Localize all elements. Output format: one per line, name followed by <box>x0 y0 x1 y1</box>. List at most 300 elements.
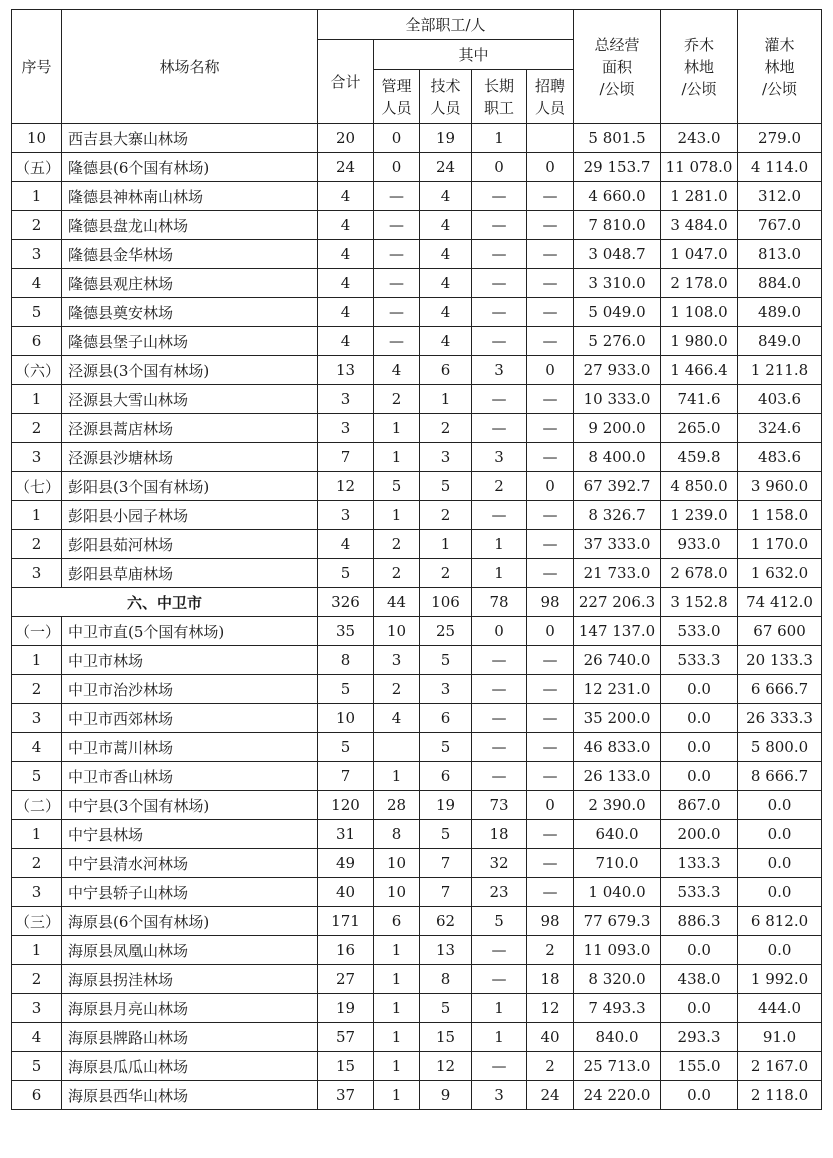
header-arbor <box>661 10 738 124</box>
cell-seq: 4 <box>12 1023 62 1052</box>
cell-mgmt: 6 <box>374 907 420 936</box>
cell-area: 8 326.7 <box>574 501 661 530</box>
cell-total: 5 <box>318 733 374 762</box>
cell-shrub: 1 170.0 <box>738 530 822 559</box>
cell-seq: 5 <box>12 762 62 791</box>
cell-tech: 5 <box>420 994 472 1023</box>
cell-mgmt: 1 <box>374 1052 420 1081</box>
cell-hired: — <box>527 443 574 472</box>
cell-longterm: 5 <box>472 907 527 936</box>
cell-area: 10 333.0 <box>574 385 661 414</box>
cell-mgmt: 1 <box>374 994 420 1023</box>
cell-longterm: — <box>472 965 527 994</box>
cell-longterm: — <box>472 269 527 298</box>
cell-seq: （一） <box>12 617 62 646</box>
cell-seq: 2 <box>12 965 62 994</box>
cell-shrub: 1 992.0 <box>738 965 822 994</box>
header-area-line3: /公顷 <box>599 79 635 98</box>
cell-tech: 6 <box>420 704 472 733</box>
header-seq: 序号 <box>12 10 62 124</box>
forest-farm-table <box>11 9 822 1110</box>
cell-tech: 106 <box>420 588 472 617</box>
cell-tech: 15 <box>420 1023 472 1052</box>
cell-mgmt <box>374 733 420 762</box>
cell-shrub: 279.0 <box>738 124 822 153</box>
cell-name: 西吉县大寨山林场 <box>62 124 318 153</box>
cell-shrub: 483.6 <box>738 443 822 472</box>
cell-hired: — <box>527 501 574 530</box>
cell-name: 隆德县观庄林场 <box>62 269 318 298</box>
cell-mgmt: 2 <box>374 385 420 414</box>
cell-shrub: 1 158.0 <box>738 501 822 530</box>
cell-name: 中卫市蒿川林场 <box>62 733 318 762</box>
table-row <box>12 1052 822 1081</box>
cell-mgmt: 1 <box>374 1023 420 1052</box>
cell-hired: 40 <box>527 1023 574 1052</box>
cell-tech: 13 <box>420 936 472 965</box>
cell-total: 5 <box>318 559 374 588</box>
cell-hired: 0 <box>527 472 574 501</box>
cell-hired: — <box>527 327 574 356</box>
cell-tech: 2 <box>420 501 472 530</box>
table-row <box>12 182 822 211</box>
cell-arbor: 0.0 <box>661 675 738 704</box>
cell-shrub: 6 666.7 <box>738 675 822 704</box>
cell-arbor: 0.0 <box>661 994 738 1023</box>
cell-arbor: 741.6 <box>661 385 738 414</box>
cell-total: 326 <box>318 588 374 617</box>
cell-mgmt: 4 <box>374 704 420 733</box>
cell-area: 11 093.0 <box>574 936 661 965</box>
cell-name: 隆德县神林南山林场 <box>62 182 318 211</box>
cell-area: 26 740.0 <box>574 646 661 675</box>
cell-area: 840.0 <box>574 1023 661 1052</box>
cell-hired: 98 <box>527 588 574 617</box>
cell-tech: 5 <box>420 472 472 501</box>
cell-mgmt: 1 <box>374 965 420 994</box>
cell-hired: 0 <box>527 791 574 820</box>
cell-arbor: 1 047.0 <box>661 240 738 269</box>
cell-longterm: — <box>472 675 527 704</box>
cell-shrub: 813.0 <box>738 240 822 269</box>
header-total: 合计 <box>318 40 374 124</box>
cell-name: 海原县拐洼林场 <box>62 965 318 994</box>
cell-seq: 2 <box>12 211 62 240</box>
header-among: 其中 <box>374 40 574 70</box>
cell-tech: 25 <box>420 617 472 646</box>
cell-longterm: — <box>472 1052 527 1081</box>
cell-tech: 2 <box>420 414 472 443</box>
cell-area: 2 390.0 <box>574 791 661 820</box>
cell-total: 15 <box>318 1052 374 1081</box>
cell-shrub: 403.6 <box>738 385 822 414</box>
cell-area: 1 040.0 <box>574 878 661 907</box>
cell-seq: （三） <box>12 907 62 936</box>
header-shrub <box>738 10 822 124</box>
cell-longterm: — <box>472 182 527 211</box>
cell-mgmt: 10 <box>374 849 420 878</box>
header-tech <box>420 70 472 124</box>
table-row <box>12 733 822 762</box>
group-row <box>12 617 822 646</box>
cell-shrub: 0.0 <box>738 820 822 849</box>
cell-seq: 2 <box>12 530 62 559</box>
cell-tech: 62 <box>420 907 472 936</box>
table-row <box>12 994 822 1023</box>
cell-arbor: 0.0 <box>661 762 738 791</box>
cell-mgmt: 8 <box>374 820 420 849</box>
group-row <box>12 153 822 182</box>
cell-name: 海原县牌路山林场 <box>62 1023 318 1052</box>
cell-tech: 1 <box>420 385 472 414</box>
cell-name: 彭阳县茹河林场 <box>62 530 318 559</box>
cell-total: 3 <box>318 414 374 443</box>
cell-area: 46 833.0 <box>574 733 661 762</box>
group-row <box>12 472 822 501</box>
cell-arbor: 133.3 <box>661 849 738 878</box>
cell-name: 泾源县蒿店林场 <box>62 414 318 443</box>
table-row <box>12 124 822 153</box>
cell-hired: — <box>527 298 574 327</box>
cell-name: 泾源县(3个国有林场) <box>62 356 318 385</box>
cell-arbor: 886.3 <box>661 907 738 936</box>
cell-name: 隆德县奠安林场 <box>62 298 318 327</box>
cell-mgmt: 1 <box>374 414 420 443</box>
cell-tech: 4 <box>420 211 472 240</box>
cell-area: 8 400.0 <box>574 443 661 472</box>
cell-tech: 9 <box>420 1081 472 1110</box>
table-row <box>12 211 822 240</box>
cell-shrub: 849.0 <box>738 327 822 356</box>
cell-shrub: 2 118.0 <box>738 1081 822 1110</box>
cell-area: 5 276.0 <box>574 327 661 356</box>
table-row <box>12 501 822 530</box>
cell-hired: 18 <box>527 965 574 994</box>
cell-mgmt: 10 <box>374 878 420 907</box>
cell-shrub: 324.6 <box>738 414 822 443</box>
cell-hired: — <box>527 820 574 849</box>
cell-hired: — <box>527 704 574 733</box>
cell-name: 隆德县金华林场 <box>62 240 318 269</box>
cell-name: 中卫市香山林场 <box>62 762 318 791</box>
cell-arbor: 11 078.0 <box>661 153 738 182</box>
cell-total: 7 <box>318 443 374 472</box>
cell-seq: 3 <box>12 704 62 733</box>
cell-shrub: 20 133.3 <box>738 646 822 675</box>
cell-arbor: 533.3 <box>661 646 738 675</box>
header-staff-group: 全部职工/人 <box>318 10 574 40</box>
cell-seq: （六） <box>12 356 62 385</box>
cell-total: 37 <box>318 1081 374 1110</box>
cell-hired: — <box>527 849 574 878</box>
cell-name: 六、中卫市 <box>12 588 318 617</box>
cell-seq: 6 <box>12 1081 62 1110</box>
cell-name: 中宁县林场 <box>62 820 318 849</box>
cell-hired: — <box>527 182 574 211</box>
cell-area: 12 231.0 <box>574 675 661 704</box>
cell-arbor: 265.0 <box>661 414 738 443</box>
cell-longterm: — <box>472 936 527 965</box>
cell-shrub: 0.0 <box>738 878 822 907</box>
cell-hired: 0 <box>527 153 574 182</box>
cell-seq: 2 <box>12 414 62 443</box>
cell-longterm: — <box>472 298 527 327</box>
cell-seq: 10 <box>12 124 62 153</box>
table-row <box>12 965 822 994</box>
cell-area: 21 733.0 <box>574 559 661 588</box>
cell-total: 7 <box>318 762 374 791</box>
header-arbor-line3: /公顷 <box>681 79 717 98</box>
cell-tech: 4 <box>420 327 472 356</box>
cell-tech: 4 <box>420 298 472 327</box>
cell-shrub: 8 666.7 <box>738 762 822 791</box>
cell-seq: 3 <box>12 994 62 1023</box>
cell-longterm: — <box>472 733 527 762</box>
cell-area: 9 200.0 <box>574 414 661 443</box>
cell-mgmt: 44 <box>374 588 420 617</box>
cell-longterm: — <box>472 646 527 675</box>
table-row <box>12 820 822 849</box>
cell-seq: 2 <box>12 849 62 878</box>
cell-area: 147 137.0 <box>574 617 661 646</box>
cell-tech: 6 <box>420 762 472 791</box>
cell-seq: 5 <box>12 1052 62 1081</box>
cell-total: 171 <box>318 907 374 936</box>
header-mgmt-line1: 管理 <box>381 76 412 95</box>
cell-mgmt: — <box>374 269 420 298</box>
cell-area: 4 660.0 <box>574 182 661 211</box>
cell-area: 640.0 <box>574 820 661 849</box>
cell-arbor: 1 108.0 <box>661 298 738 327</box>
cell-area: 7 810.0 <box>574 211 661 240</box>
cell-area: 5 049.0 <box>574 298 661 327</box>
cell-hired: — <box>527 530 574 559</box>
cell-mgmt: 2 <box>374 675 420 704</box>
cell-total: 12 <box>318 472 374 501</box>
table-row <box>12 443 822 472</box>
cell-total: 120 <box>318 791 374 820</box>
table-row <box>12 298 822 327</box>
cell-longterm: 3 <box>472 1081 527 1110</box>
cell-tech: 24 <box>420 153 472 182</box>
cell-hired: — <box>527 675 574 704</box>
cell-mgmt: 2 <box>374 530 420 559</box>
cell-total: 16 <box>318 936 374 965</box>
cell-name: 海原县西华山林场 <box>62 1081 318 1110</box>
cell-mgmt: — <box>374 211 420 240</box>
cell-seq: 1 <box>12 646 62 675</box>
cell-total: 3 <box>318 385 374 414</box>
cell-shrub: 67 600 <box>738 617 822 646</box>
table-row <box>12 327 822 356</box>
header-shrub-line3: /公顷 <box>762 79 798 98</box>
cell-total: 27 <box>318 965 374 994</box>
header-arbor-line1: 乔木 <box>684 35 715 54</box>
cell-hired: — <box>527 211 574 240</box>
cell-longterm: — <box>472 240 527 269</box>
city-row <box>12 588 822 617</box>
cell-total: 4 <box>318 530 374 559</box>
header-arbor-line2: 林地 <box>684 57 715 76</box>
cell-tech: 5 <box>420 646 472 675</box>
cell-arbor: 2 178.0 <box>661 269 738 298</box>
cell-total: 4 <box>318 211 374 240</box>
cell-shrub: 5 800.0 <box>738 733 822 762</box>
header-longterm-line1: 长期 <box>483 76 514 95</box>
cell-arbor: 0.0 <box>661 936 738 965</box>
cell-seq: 3 <box>12 559 62 588</box>
header-mgmt <box>374 70 420 124</box>
cell-hired: 12 <box>527 994 574 1023</box>
cell-arbor: 2 678.0 <box>661 559 738 588</box>
cell-shrub: 0.0 <box>738 936 822 965</box>
cell-area: 25 713.0 <box>574 1052 661 1081</box>
cell-name: 中宁县轿子山林场 <box>62 878 318 907</box>
cell-total: 10 <box>318 704 374 733</box>
cell-total: 24 <box>318 153 374 182</box>
cell-total: 4 <box>318 327 374 356</box>
cell-tech: 6 <box>420 356 472 385</box>
cell-hired: — <box>527 646 574 675</box>
cell-area: 67 392.7 <box>574 472 661 501</box>
header-shrub-line2: 林地 <box>764 57 795 76</box>
cell-longterm: 1 <box>472 559 527 588</box>
cell-area: 227 206.3 <box>574 588 661 617</box>
cell-hired: — <box>527 240 574 269</box>
cell-shrub: 312.0 <box>738 182 822 211</box>
cell-arbor: 533.3 <box>661 878 738 907</box>
cell-area: 3 048.7 <box>574 240 661 269</box>
cell-longterm: — <box>472 501 527 530</box>
cell-name: 海原县凤凰山林场 <box>62 936 318 965</box>
table-row <box>12 849 822 878</box>
cell-longterm: 32 <box>472 849 527 878</box>
cell-longterm: — <box>472 414 527 443</box>
cell-hired: 2 <box>527 1052 574 1081</box>
table-row <box>12 878 822 907</box>
cell-seq: 1 <box>12 501 62 530</box>
cell-name: 海原县月亮山林场 <box>62 994 318 1023</box>
cell-area: 77 679.3 <box>574 907 661 936</box>
cell-longterm: 18 <box>472 820 527 849</box>
cell-arbor: 1 466.4 <box>661 356 738 385</box>
cell-longterm: 73 <box>472 791 527 820</box>
header-area-line1: 总经营 <box>594 35 640 54</box>
cell-seq: （二） <box>12 791 62 820</box>
header-hired-line2: 人员 <box>535 98 566 117</box>
cell-hired: 2 <box>527 936 574 965</box>
header-mgmt-line2: 人员 <box>381 98 412 117</box>
cell-total: 4 <box>318 240 374 269</box>
forest-farm-table-container <box>11 9 821 1110</box>
cell-arbor: 533.0 <box>661 617 738 646</box>
cell-total: 19 <box>318 994 374 1023</box>
table-row <box>12 240 822 269</box>
cell-shrub: 91.0 <box>738 1023 822 1052</box>
cell-name: 彭阳县草庙林场 <box>62 559 318 588</box>
cell-arbor: 933.0 <box>661 530 738 559</box>
cell-name: 海原县(6个国有林场) <box>62 907 318 936</box>
header-longterm-line2: 职工 <box>483 98 514 117</box>
cell-shrub: 489.0 <box>738 298 822 327</box>
cell-shrub: 1 211.8 <box>738 356 822 385</box>
cell-arbor: 3 152.8 <box>661 588 738 617</box>
cell-longterm: 0 <box>472 153 527 182</box>
cell-hired: 0 <box>527 356 574 385</box>
table-row <box>12 414 822 443</box>
cell-shrub: 4 114.0 <box>738 153 822 182</box>
cell-seq: 3 <box>12 443 62 472</box>
table-row <box>12 530 822 559</box>
cell-tech: 4 <box>420 269 472 298</box>
cell-seq: 5 <box>12 298 62 327</box>
table-header <box>12 10 822 124</box>
cell-mgmt: 3 <box>374 646 420 675</box>
cell-seq: 1 <box>12 936 62 965</box>
cell-longterm: — <box>472 385 527 414</box>
group-row <box>12 791 822 820</box>
cell-seq: 3 <box>12 878 62 907</box>
cell-hired: 98 <box>527 907 574 936</box>
table-row <box>12 1081 822 1110</box>
cell-total: 8 <box>318 646 374 675</box>
cell-shrub: 6 812.0 <box>738 907 822 936</box>
cell-arbor: 867.0 <box>661 791 738 820</box>
cell-mgmt: — <box>374 240 420 269</box>
cell-longterm: 1 <box>472 530 527 559</box>
cell-name: 隆德县盘龙山林场 <box>62 211 318 240</box>
cell-mgmt: — <box>374 182 420 211</box>
cell-name: 彭阳县(3个国有林场) <box>62 472 318 501</box>
cell-hired: — <box>527 559 574 588</box>
cell-longterm: — <box>472 211 527 240</box>
table-row <box>12 675 822 704</box>
cell-mgmt: 0 <box>374 153 420 182</box>
table-row <box>12 762 822 791</box>
table-body <box>12 124 822 1110</box>
cell-total: 5 <box>318 675 374 704</box>
table-row <box>12 646 822 675</box>
cell-arbor: 155.0 <box>661 1052 738 1081</box>
cell-seq: 4 <box>12 733 62 762</box>
table-row <box>12 1023 822 1052</box>
cell-shrub: 2 167.0 <box>738 1052 822 1081</box>
cell-name: 隆德县堡子山林场 <box>62 327 318 356</box>
cell-area: 37 333.0 <box>574 530 661 559</box>
cell-arbor: 1 980.0 <box>661 327 738 356</box>
cell-total: 4 <box>318 182 374 211</box>
cell-tech: 7 <box>420 849 472 878</box>
cell-mgmt: 5 <box>374 472 420 501</box>
cell-total: 20 <box>318 124 374 153</box>
header-hired <box>527 70 574 124</box>
cell-arbor: 1 281.0 <box>661 182 738 211</box>
cell-longterm: — <box>472 704 527 733</box>
cell-hired: — <box>527 762 574 791</box>
cell-shrub: 767.0 <box>738 211 822 240</box>
cell-total: 13 <box>318 356 374 385</box>
cell-mgmt: — <box>374 327 420 356</box>
cell-name: 中卫市林场 <box>62 646 318 675</box>
cell-name: 中卫市西郊林场 <box>62 704 318 733</box>
cell-area: 8 320.0 <box>574 965 661 994</box>
cell-name: 中宁县(3个国有林场) <box>62 791 318 820</box>
cell-tech: 7 <box>420 878 472 907</box>
cell-tech: 4 <box>420 182 472 211</box>
cell-hired: — <box>527 733 574 762</box>
cell-seq: 4 <box>12 269 62 298</box>
cell-name: 泾源县大雪山林场 <box>62 385 318 414</box>
